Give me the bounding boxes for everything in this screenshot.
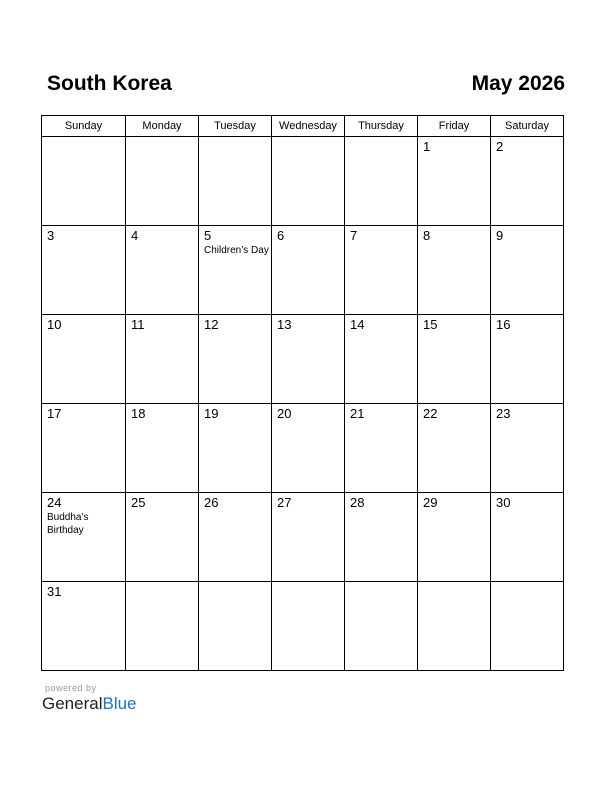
- day-number: 6: [277, 228, 285, 243]
- calendar-grid: [41, 115, 564, 671]
- day-cell: [345, 315, 418, 404]
- weekday-saturday: Saturday: [491, 116, 564, 137]
- day-cell: [418, 582, 491, 671]
- day-number: 24: [47, 495, 62, 510]
- week-row: [42, 137, 564, 226]
- day-number: 3: [47, 228, 55, 243]
- day-number: 30: [496, 495, 511, 510]
- week-row: [42, 582, 564, 671]
- day-cell: [345, 582, 418, 671]
- day-cell: [491, 404, 564, 493]
- day-cell: [272, 226, 345, 315]
- day-cell: [126, 226, 199, 315]
- weekday-sunday: Sunday: [42, 116, 126, 137]
- country-title: South Korea: [47, 72, 172, 95]
- day-cell: [345, 226, 418, 315]
- day-cell: [42, 404, 126, 493]
- day-number: 15: [423, 317, 438, 332]
- holiday-label: Buddha’s Birthday: [47, 512, 89, 536]
- day-cell: [42, 582, 126, 671]
- week-row: [42, 226, 564, 315]
- day-number: 28: [350, 495, 365, 510]
- day-cell: [345, 493, 418, 582]
- day-cell: [126, 493, 199, 582]
- brand-blue-text: Blue: [102, 694, 137, 713]
- powered-by-text: powered by: [45, 683, 97, 693]
- month-title: May 2026: [471, 72, 565, 95]
- holiday-label: Children’s Day: [204, 245, 269, 256]
- day-cell: [272, 137, 345, 226]
- day-cell: [199, 226, 272, 315]
- day-number: 21: [350, 406, 365, 421]
- day-cell: [418, 137, 491, 226]
- day-cell: [345, 404, 418, 493]
- day-cell: [42, 315, 126, 404]
- day-cell: [491, 226, 564, 315]
- day-cell: [42, 137, 126, 226]
- weekday-monday: Monday: [126, 116, 199, 137]
- day-number: 27: [277, 495, 292, 510]
- day-number: 12: [204, 317, 219, 332]
- day-number: 18: [131, 406, 146, 421]
- week-row: [42, 404, 564, 493]
- day-number: 7: [350, 228, 358, 243]
- day-cell: [491, 493, 564, 582]
- day-cell: [345, 137, 418, 226]
- weekday-header-row: [42, 116, 564, 137]
- weekday-thursday: Thursday: [345, 116, 418, 137]
- day-number: 10: [47, 317, 62, 332]
- day-number: 11: [131, 317, 145, 332]
- day-cell: [42, 493, 126, 582]
- day-number: 25: [131, 495, 146, 510]
- week-row: [42, 493, 564, 582]
- day-number: 4: [131, 228, 139, 243]
- day-number: 26: [204, 495, 219, 510]
- day-number: 22: [423, 406, 438, 421]
- day-cell: [272, 315, 345, 404]
- day-cell: [491, 137, 564, 226]
- day-cell: [418, 315, 491, 404]
- day-number: 9: [496, 228, 504, 243]
- day-cell: [272, 404, 345, 493]
- day-number: 1: [423, 139, 431, 154]
- day-number: 13: [277, 317, 292, 332]
- day-cell: [42, 226, 126, 315]
- day-number: 14: [350, 317, 365, 332]
- week-row: [42, 315, 564, 404]
- day-number: 8: [423, 228, 431, 243]
- day-cell: [199, 315, 272, 404]
- day-number: 5: [204, 228, 212, 243]
- day-cell: [126, 315, 199, 404]
- day-cell: [199, 582, 272, 671]
- day-number: 16: [496, 317, 511, 332]
- day-cell: [418, 404, 491, 493]
- brand-logo[interactable]: [42, 694, 137, 714]
- day-cell: [491, 315, 564, 404]
- weekday-tuesday: Tuesday: [199, 116, 272, 137]
- day-cell: [126, 404, 199, 493]
- day-cell: [418, 226, 491, 315]
- day-cell: [272, 582, 345, 671]
- day-number: 31: [47, 584, 62, 599]
- day-cell: [491, 582, 564, 671]
- day-number: 23: [496, 406, 511, 421]
- day-cell: [418, 493, 491, 582]
- day-cell: [126, 582, 199, 671]
- day-cell: [199, 404, 272, 493]
- day-number: 29: [423, 495, 438, 510]
- day-number: 17: [47, 406, 62, 421]
- day-number: 19: [204, 406, 219, 421]
- weekday-friday: Friday: [418, 116, 491, 137]
- day-number: 20: [277, 406, 292, 421]
- day-cell: [199, 137, 272, 226]
- day-cell: [126, 137, 199, 226]
- day-cell: [272, 493, 345, 582]
- day-number: 2: [496, 139, 504, 154]
- weekday-wednesday: Wednesday: [272, 116, 345, 137]
- brand-general-text: General: [42, 694, 103, 713]
- day-cell: [199, 493, 272, 582]
